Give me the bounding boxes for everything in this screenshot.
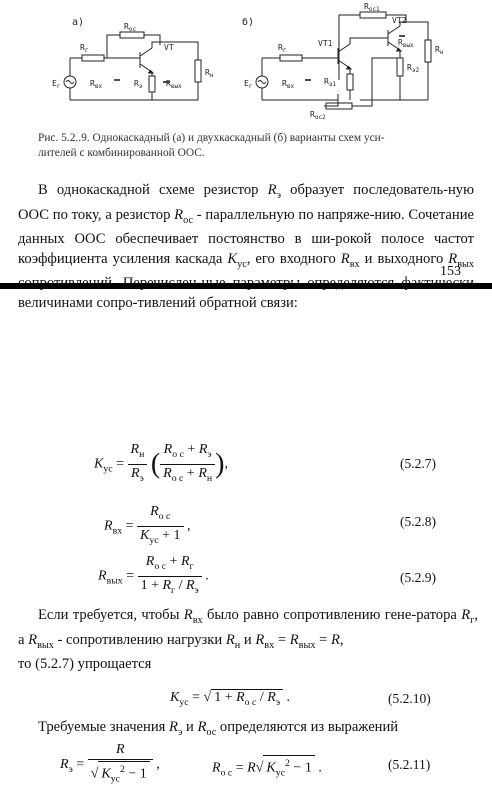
svg-text:Rэ2: $R_{э2}$ (407, 63, 420, 74)
label-b: б) (242, 17, 255, 28)
equation-number-5-2-8: (5.2.8) (400, 514, 436, 529)
resistor-re2-b (397, 58, 403, 76)
resistor-re-a (149, 76, 155, 92)
svg-text:Rэ: $R_э$ (134, 79, 143, 90)
svg-text:Rэ1: $R_{э1}$ (324, 77, 337, 88)
bottom-page (0, 290, 492, 800)
svg-text:Rн: $R_н$ (435, 45, 444, 56)
svg-text:VT1: VT1 (318, 39, 333, 48)
svg-text:VT: VT (164, 43, 174, 52)
page-number: 153 (440, 264, 461, 279)
equation-number-5-2-9: (5.2.9) (400, 570, 436, 585)
paragraph-1: В однокаскадной схеме резистор $R_э$ образует последователь-ную ООС по току, а резистор $R_{ос}$ - параллельную по напряже-нию. Сочетание данных ООС обеспечивает постоянство в ши-рокой полосе частот коэффициента усиления каскада $K_{ус}$, его входного $R_{вх}$ и выходного $R_{вых}$ величинами сопро-тивлений обратной связи: (18, 182, 474, 311)
svg-text:Rвх: $R_{вх}$ (282, 79, 295, 90)
equation-number-5-2-7: (5.2.7) (400, 456, 436, 471)
resistor-rg-a (82, 55, 104, 61)
page-divider (0, 283, 492, 289)
resistor-rn-a (195, 60, 201, 82)
figure-caption: Рис. 5.2..9. Однокаскадный (а) и двухкаскадный (б) варианты схем уси- лителей с комбинированной ООС. (38, 132, 385, 159)
top-page (0, 0, 492, 311)
svg-text:Rвых: $R_{вых}$ (166, 79, 182, 90)
svg-text:Eг: $E_г$ (52, 79, 61, 90)
equation-5-2-11-left: $R_э$ = $\frac{R}{√ K_{ус}^2 - 1}$ , (60, 742, 160, 787)
equation-5-2-9: $R_{вых}$ = $\frac{R_{о с} + R_г}{1 + R_г / R_э}$ . (98, 554, 209, 596)
equation-number-5-2-10: (5.2.10) (388, 691, 431, 706)
svg-text:Rг: $R_г$ (278, 43, 287, 54)
svg-text:VT2: VT2 (392, 16, 407, 25)
svg-text:Rос: $R_{ос}$ (124, 22, 137, 33)
transistor-vt1-b (338, 44, 350, 68)
equation-5-2-7: $K_{ус}$ = $\frac{R_н}{R_э}$ ( $\frac{R_{о с} + R_э}{R_{о с} + R_н}$ ), (94, 442, 228, 484)
svg-text:Rг: $R_г$ (80, 43, 89, 54)
resistor-re1-b (347, 74, 353, 90)
svg-text:Rвх: $R_{вх}$ (90, 79, 103, 90)
svg-text:Rос1: $R_{ос1}$ (364, 2, 380, 13)
equation-number-5-2-11: (5.2.11) (388, 757, 431, 772)
resistor-rn-b (425, 40, 431, 62)
equation-5-2-11-right: $R_{о с} = R√$ $K_{ус}^2 - 1$ . (212, 755, 322, 781)
label-a: а) (72, 17, 85, 28)
svg-text:Rвых: $R_{вых}$ (398, 38, 414, 49)
circuit-diagrams (0, 0, 492, 132)
svg-text:Eг: $E_г$ (244, 79, 253, 90)
transistor-vt-a (140, 48, 152, 72)
equation-5-2-8: $R_{вх}$ = $\frac{R_{о с}}{K_{ус} + 1}$ , (104, 504, 191, 546)
resistor-rg-b (280, 55, 302, 61)
svg-text:Rос2: $R_{ос2}$ (310, 110, 326, 121)
paragraph-2: Если требуется, чтобы $R_{вх}$ было равно сопротивлению гене-ратора $R_г$, а $R_{вых}$ - сопротивлению нагрузки $R_н$ и $R_{вх} = R_{вых} = R$, то (5.2.7) упрощается (18, 607, 478, 672)
svg-text:Rн: $R_н$ (205, 68, 214, 79)
equation-5-2-10: $K_{ус}$ = √ $1 + R_{о с} / R_э$ . (170, 689, 290, 711)
paragraph-3: Требуемые значения $R_э$ и $R_{ос}$ определяются из выражений (38, 719, 399, 738)
